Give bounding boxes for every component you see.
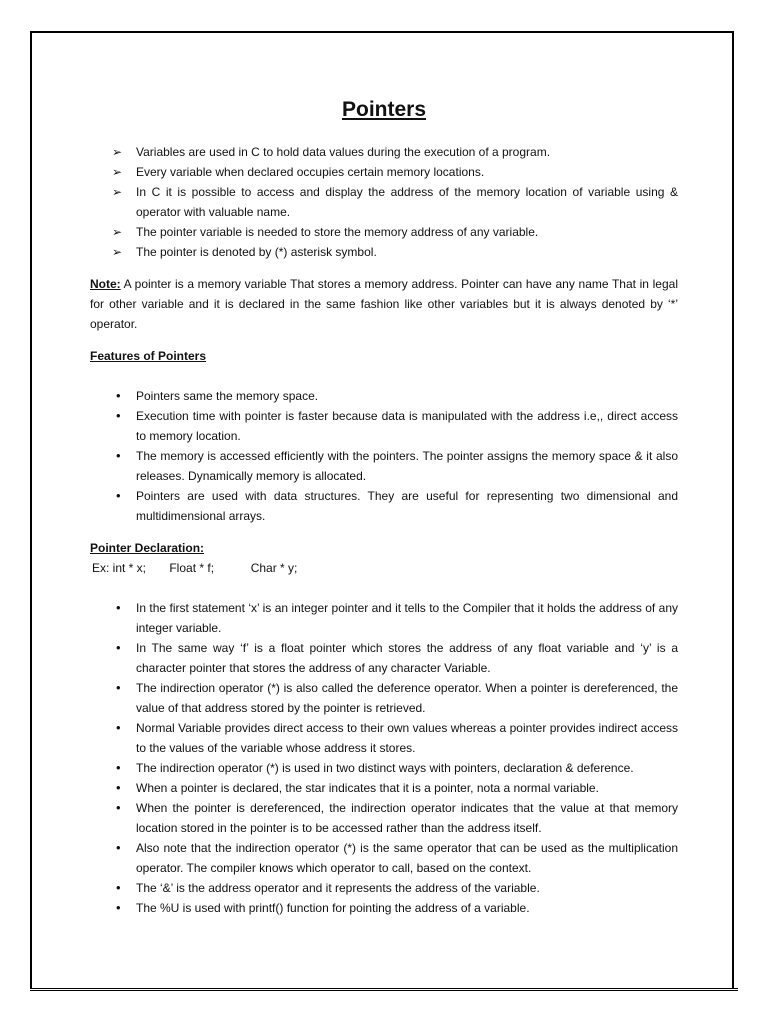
feature-item: • Pointers are used with data structures. They are useful for representing two dimensional and multidimensional arrays. xyxy=(90,486,678,526)
declaration-heading: Pointer Declaration: xyxy=(90,541,205,555)
intro-list xyxy=(90,142,678,262)
declaration-item: • The %U is used with printf() function for pointing the address of a variable. xyxy=(90,898,678,918)
declaration-item: • In The same way ‘f’ is a float pointer which stores the address of any float variable and ‘y’ is a character pointer that stores the address of any character Variable. xyxy=(90,638,678,678)
feature-item: • Pointers same the memory space. xyxy=(90,386,678,406)
feature-item: • Execution time with pointer is faster because data is manipulated with the address i.e,, direct access to memory location. xyxy=(90,406,678,446)
page-bottom-rule xyxy=(30,988,738,991)
note-label: Note: xyxy=(90,277,121,291)
declaration-item: • The ‘&’ is the address operator and it represents the address of the variable. xyxy=(90,878,678,898)
declaration-item: • When the pointer is dereferenced, the indirection operator indicates that the value at that memory location stored in the pointer is to be accessed rather than the address itself. xyxy=(90,798,678,838)
declaration-list xyxy=(90,598,678,918)
note-paragraph xyxy=(90,274,678,334)
declaration-example: Ex: int * x; Float * f; Char * y; xyxy=(92,561,298,575)
page-title: Pointers xyxy=(341,98,427,121)
declaration-item: • Normal Variable provides direct access to their own values whereas a pointer provides indirect access to the values of the variable whose address it stores. xyxy=(90,718,678,758)
intro-item: ➢ The pointer is denoted by (*) asterisk symbol. xyxy=(90,242,678,262)
features-list xyxy=(90,386,678,526)
declaration-item: • When a pointer is declared, the star indicates that it is a pointer, nota a normal variable. xyxy=(90,778,678,798)
intro-item: ➢ Every variable when declared occupies certain memory locations. xyxy=(90,162,678,182)
declaration-item: • The indirection operator (*) is used in two distinct ways with pointers, declaration & deference. xyxy=(90,758,678,778)
note-text: A pointer is a memory variable That stores a memory address. Pointer can have any name That in legal for other variable and it is declared in the same fashion like other variables but it is always denoted by ‘*’ operator. xyxy=(90,277,678,331)
declaration-item: • Also note that the indirection operator (*) is the same operator that can be used as the multiplication operator. The compiler knows which operator to call, based on the context. xyxy=(90,838,678,878)
declaration-item: • In the first statement ‘x’ is an integer pointer and it tells to the Compiler that it holds the address of any integer variable. xyxy=(90,598,678,638)
declaration-item: • The indirection operator (*) is also called the deference operator. When a pointer is dereferenced, the value of that address stored by the pointer is retrieved. xyxy=(90,678,678,718)
intro-item: ➢ In C it is possible to access and display the address of the memory location of variable using & operator with valuable name. xyxy=(90,182,678,222)
feature-item: • The memory is accessed efficiently with the pointers. The pointer assigns the memory space & it also releases. Dynamically memory is allocated. xyxy=(90,446,678,486)
document-body xyxy=(90,96,678,918)
features-heading: Features of Pointers xyxy=(90,349,207,363)
intro-item: ➢ The pointer variable is needed to store the memory address of any variable. xyxy=(90,222,678,242)
intro-item: ➢ Variables are used in C to hold data values during the execution of a program. xyxy=(90,142,678,162)
